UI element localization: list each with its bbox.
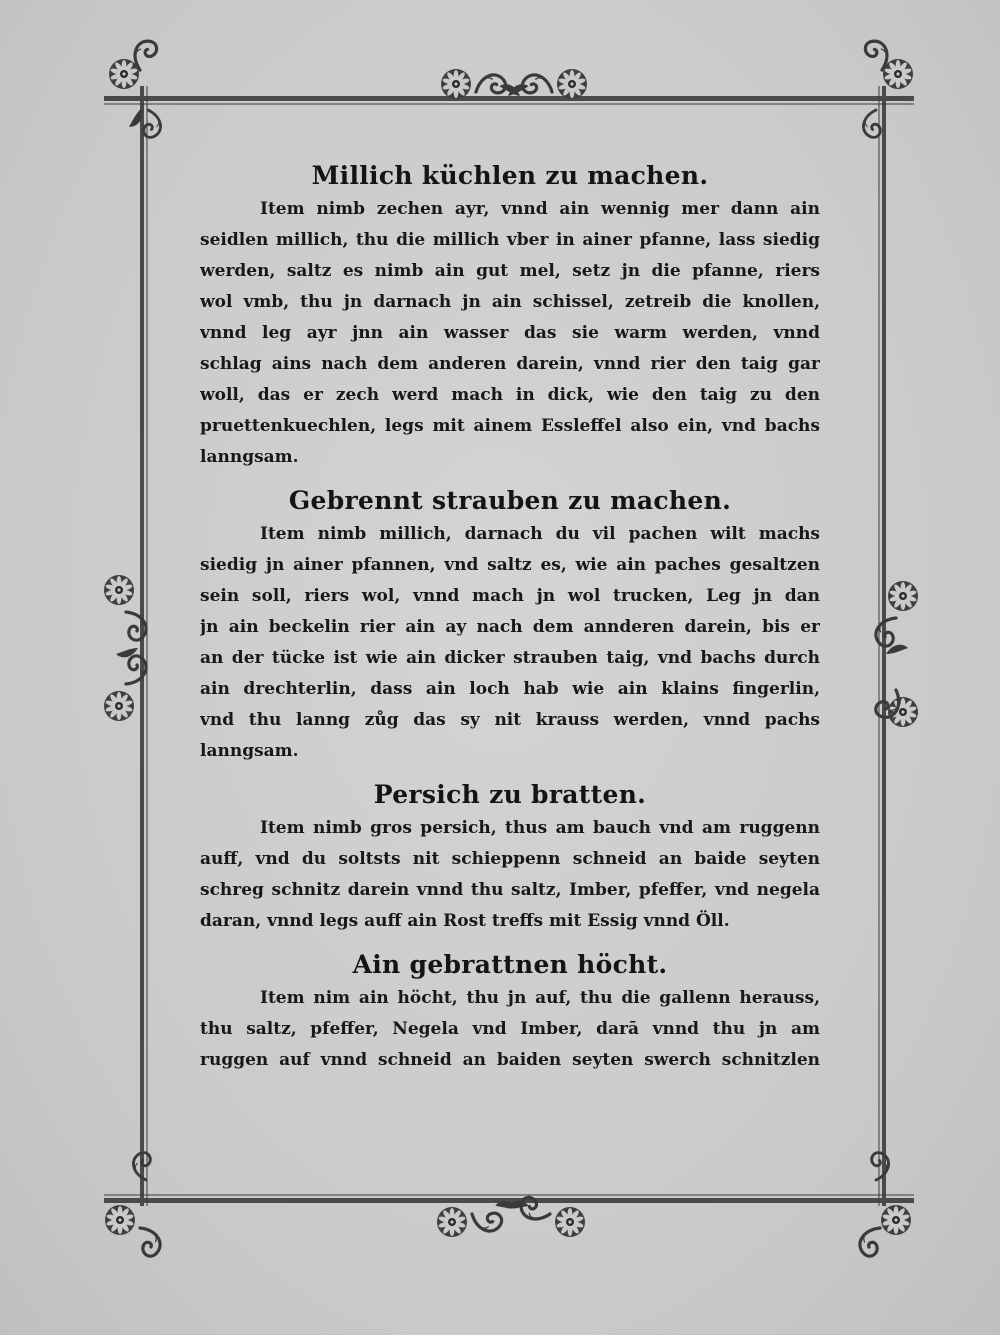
corner-ornament-top-left [109,38,162,139]
top-center-ornament [441,69,587,100]
text-line: thu saltz, pfeffer, Negela vnd Imber, darā vnnd thu jn am [200,1019,820,1039]
text-line: lanngsam. [200,447,299,467]
text-line: an der tücke ist wie ain dicker strauben taig, vnd bachs durch [200,648,820,668]
section-body [200,813,820,937]
recipe-text-block [200,158,820,1076]
text-line: Item nimb gros persich, thus am bauch vnd am ruggenn [260,818,820,838]
text-line: ruggen auf vnnd schneid an baiden seyten swerch schnitzlen [200,1050,820,1070]
section-title: Millich küchlen zu machen. [311,161,709,190]
text-line: Item nim ain höcht, thu jn auf, thu die gallenn herauss, [260,988,820,1008]
corner-ornament-top-right [862,38,913,139]
text-line: Item nimb zechen ayr, vnnd ain wennig mer dann ain [260,199,820,219]
text-line: Item nimb millich, darnach du vil pachen wilt machs [260,524,820,544]
section-title: Persich zu bratten. [373,780,647,809]
section-title: Gebrennt strauben zu machen. [288,486,732,515]
section-body [200,983,820,1076]
corner-ornament-bottom-left [105,1152,165,1259]
text-line: werden, saltz es nimb ain gut mel, setz jn die pfanne, riers [200,261,820,281]
text-line: vnnd leg ayr jnn ain wasser das sie warm werden, vnnd [200,323,820,343]
section-body [200,519,820,767]
right-middle-ornament [871,581,918,727]
text-line: pruettenkuechlen, legs mit ainem Essleffel also ein, vnd bachs [200,416,820,436]
text-line: schreg schnitz darein vnnd thu saltz, Imber, pfeffer, vnd negela [200,880,820,900]
text-line: wol vmb, thu jn darnach jn ain schissel, zetreib die knollen, [200,292,820,312]
text-line: siedig jn ainer pfannen, vnd saltz es, wie ain paches gesaltzen [200,555,820,575]
text-line: auff, vnd du soltsts nit schieppenn schneid an baide seyten [200,849,820,869]
text-line: woll, das er zech werd mach in dick, wie den taig zu den [200,385,820,405]
text-line: vnd thu lanng zůg das sy nit krauss werden, vnnd pachs [200,710,820,730]
text-line: jn ain beckelin rier ain ay nach dem annderen darein, bis er [200,617,820,637]
text-line: seidlen millich, thu die millich vber in ainer pfanne, lass siedig [200,230,820,250]
text-line: sein soll, riers wol, vnnd mach jn wol trucken, Leg jn dan [200,586,820,606]
section-title: Ain gebrattnen höcht. [352,950,668,979]
section-body [200,194,820,473]
text-line: schlag ains nach dem anderen darein, vnnd rier den taig gar [200,354,820,374]
text-line: ain drechterlin, dass ain loch hab wie ain klains fingerlin, [200,679,820,699]
text-line: lanngsam. [200,741,299,761]
text-line: daran, vnnd legs auff ain Rost treffs mit Essig vnnd Öll. [200,911,730,931]
